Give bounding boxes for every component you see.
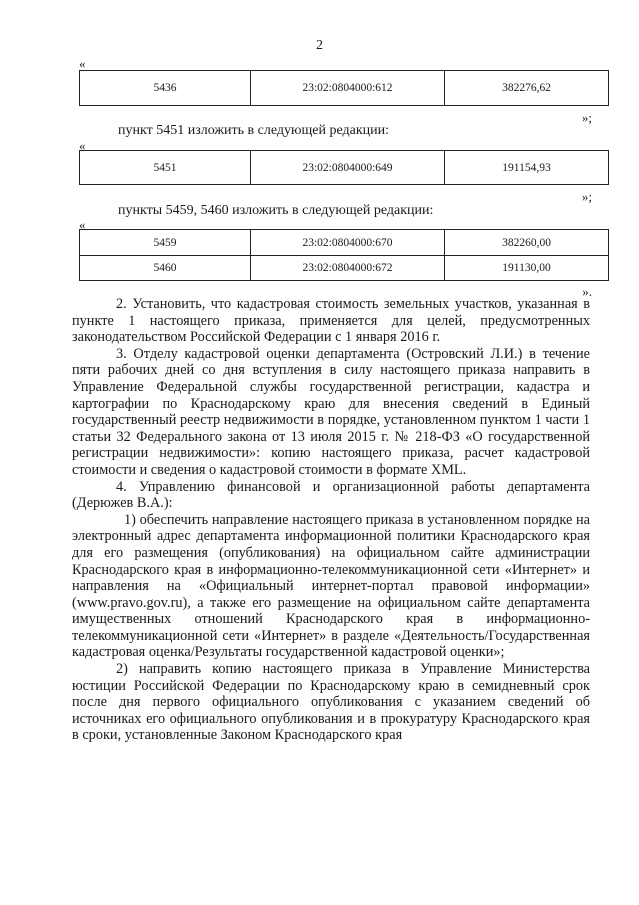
cadastral-value-cell: 191130,00 xyxy=(445,256,609,281)
cadastral-value-cell: 191154,93 xyxy=(445,151,609,185)
cadastral-number-cell: 23:02:0804000:612 xyxy=(251,71,445,106)
row-number-cell: 5459 xyxy=(80,230,251,256)
paragraph-4: 4. Управлению финансовой и организационной работы департамента (Дерюжев В.А.): xyxy=(72,478,590,512)
page-number: 2 xyxy=(316,38,323,53)
row-number-cell: 5460 xyxy=(80,256,251,281)
cadastral-value-cell: 382260,00 xyxy=(445,230,609,256)
paragraph-4-2: 2) направить копию настоящего приказа в Управление Министерства юстиции Российской Федерации по Краснодарскому краю в семидневный срок после дня первого официального опубликования с указанием сведений об источниках его официального опубликования и в прокуратуру Краснодарского края в сроки, установленные Законом Краснодарского края xyxy=(72,661,590,744)
cadastral-number-cell: 23:02:0804000:649 xyxy=(251,151,445,185)
table-row xyxy=(80,71,609,106)
cadastral-number-cell: 23:02:0804000:672 xyxy=(251,256,445,281)
paragraph-2: 2. Установить, что кадастровая стоимость земельных участков, указанная в пункте 1 настоящего приказа, применяется для целей, предусмотренных законодательством Российской Федерации с 1 января 2016 г. xyxy=(72,296,590,346)
table-1 xyxy=(79,70,609,106)
table-2 xyxy=(79,150,609,185)
close-quote-2: »; xyxy=(581,189,592,204)
cadastral-value-cell: 382276,62 xyxy=(445,71,609,106)
table-row xyxy=(80,151,609,185)
open-quote-2: « xyxy=(79,138,86,153)
open-quote-1: « xyxy=(79,56,86,71)
paragraph-3: 3. Отделу кадастровой оценки департамента (Островский Л.И.) в течение пяти рабочих дней со дня вступления в силу настоящего приказа направить в Управление Федеральной службы государственной регистрации, кадастра и картографии по Краснодарскому краю для внесения сведений в Единый государственный реестр недвижимости в порядке, установленном пунктом 1 части 1 статьи 32 Федерального закона от 13 июля 2015 г. № 218-ФЗ «О государственной регистрации недвижимости»: копию настоящего приказа, расчет кадастровой стоимости и сведения о кадастровой стоимости в формате XML. xyxy=(72,345,590,478)
table-row xyxy=(80,256,609,281)
row-number-cell: 5451 xyxy=(80,151,251,185)
open-quote-3: « xyxy=(79,217,86,232)
document-body xyxy=(72,296,590,744)
close-quote-1: »; xyxy=(581,110,592,125)
close-quote-3: ». xyxy=(582,284,592,299)
cadastral-number-cell: 23:02:0804000:670 xyxy=(251,230,445,256)
section-heading-5459-5460: пункты 5459, 5460 изложить в следующей редакции: xyxy=(118,203,434,218)
paragraph-4-1: 1) обеспечить направление настоящего приказа в установленном порядке на электронный адрес департамента информационной политики Краснодарского края для его размещения (опубликования) на официальном сайте администрации Краснодарского края в информационно-телекоммуникационной сети «Интернет» и направления на «Официальный интернет-портал правовой информации» (www.pravo.gov.ru), а также его размещение на официальном сайте департамента имущественных отношений Краснодарского края в информационно-телекоммуникационной сети «Интернет» в разделе «Деятельность/Государственная кадастровая оценка/Результаты государственной кадастровой оценки»; xyxy=(72,511,590,661)
row-number-cell: 5436 xyxy=(80,71,251,106)
table-3 xyxy=(79,229,609,281)
table-row xyxy=(80,230,609,256)
section-heading-5451: пункт 5451 изложить в следующей редакции: xyxy=(118,123,389,138)
